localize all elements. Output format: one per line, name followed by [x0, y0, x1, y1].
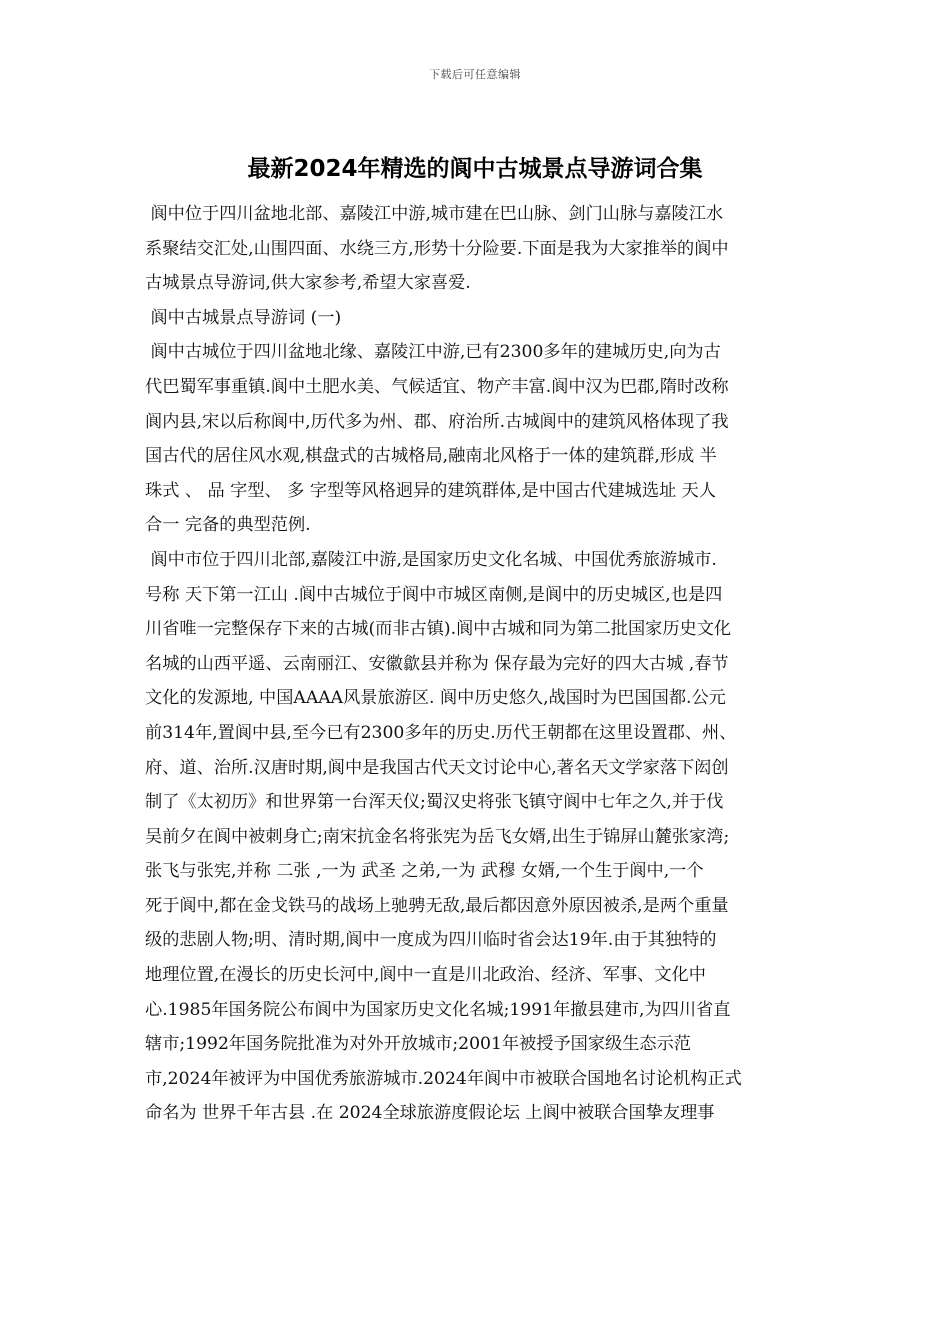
body-line: 川省唯一完整保存下来的古城(而非古镇).阆中古城和同为第二批国家历史文化 [145, 619, 732, 640]
body-line: 前314年,置阆中县,至今已有2300多年的历史.历代王朝都在这里设置郡、州、 [145, 722, 737, 743]
body-line: 制了《太初历》和世界第一台浑天仪;蜀汉史将张飞镇守阆中七年之久,并于伐 [145, 792, 724, 813]
body-line: 阆中古城景点导游词 (一) [145, 307, 342, 328]
body-line: 古城景点导游词,供大家参考,希望大家喜爱. [145, 273, 471, 294]
body-line: 珠式 、 品 字型、 多 字型等风格迥异的建筑群体,是中国古代建城选址 天人 [145, 480, 717, 501]
body-line: 名城的山西平遥、云南丽江、安徽歙县并称为 保存最为完好的四大古城 ,春节 [145, 653, 729, 674]
body-line: 国古代的居住风水观,棋盘式的古城格局,融南北风格于一体的建筑群,形成 半 [145, 446, 717, 467]
body-line: 地理位置,在漫长的历史长河中,阆中一直是川北政治、经济、军事、文化中 [145, 965, 706, 986]
body-line: 代巴蜀军事重镇.阆中土肥水美、气候适宜、物产丰富.阆中汉为巴郡,隋时改称 [145, 376, 729, 397]
body-line: 号称 天下第一江山 .阆中古城位于阆中市城区南侧,是阆中的历史城区,也是四 [145, 584, 723, 605]
document-title: 最新2024年精选的阆中古城景点导游词合集 [247, 156, 703, 182]
body-line: 吴前夕在阆中被刺身亡;南宋抗金名将张宪为岳飞女婿,出生于锦屏山麓张家湾; [145, 826, 730, 847]
body-line: 命名为 世界千年古县 .在 2024全球旅游度假论坛 上阆中被联合国挚友理事 [145, 1103, 715, 1124]
body-line: 阆中位于四川盆地北部、嘉陵江中游,城市建在巴山脉、剑门山脉与嘉陵江水 [145, 204, 724, 224]
body-line: 阆内县,宋以后称阆中,历代多为州、郡、府治所.古城阆中的建筑风格体现了我 [145, 411, 729, 432]
body-line: 合一 完备的典型范例. [145, 515, 311, 536]
body-line: 市,2024年被评为中国优秀旅游城市.2024年阆中市被联合国地名讨论机构正式 [145, 1068, 742, 1089]
body-line: 张飞与张宪,并称 二张 ,一为 武圣 之弟,一为 武穆 女婿,一个生于阆中,一个 [145, 861, 704, 882]
body-line: 府、道、治所.汉唐时期,阆中是我国古代天文讨论中心,著名天文学家落下闳创 [145, 757, 729, 778]
body-line: 阆中市位于四川北部,嘉陵江中游,是国家历史文化名城、中国优秀旅游城市. [145, 549, 717, 570]
body-line: 系聚结交汇处,山围四面、水绕三方,形势十分险要.下面是我为大家推举的阆中 [145, 238, 729, 259]
body-line: 心.1985年国务院公布阆中为国家历史文化名城;1991年撤县建市,为四川省直 [145, 999, 731, 1020]
body-line: 文化的发源地, 中国AAAA风景旅游区. 阆中历史悠久,战国时为巴国国都.公元 [145, 688, 726, 709]
header-note: 下载后可任意编辑 [429, 68, 521, 81]
body-line: 级的悲剧人物;明、清时期,阆中一度成为四川临时省会达19年.由于其独特的 [145, 930, 717, 951]
body-line: 死于阆中,都在金戈铁马的战场上驰骋无敌,最后都因意外原因被杀,是两个重量 [145, 895, 729, 916]
body-line: 阆中古城位于四川盆地北缘、嘉陵江中游,已有2300多年的建城历史,向为古 [145, 342, 721, 363]
document-body [145, 197, 815, 1131]
body-line: 辖市;1992年国务院批准为对外开放城市;2001年被授予国家级生态示范 [145, 1034, 691, 1055]
